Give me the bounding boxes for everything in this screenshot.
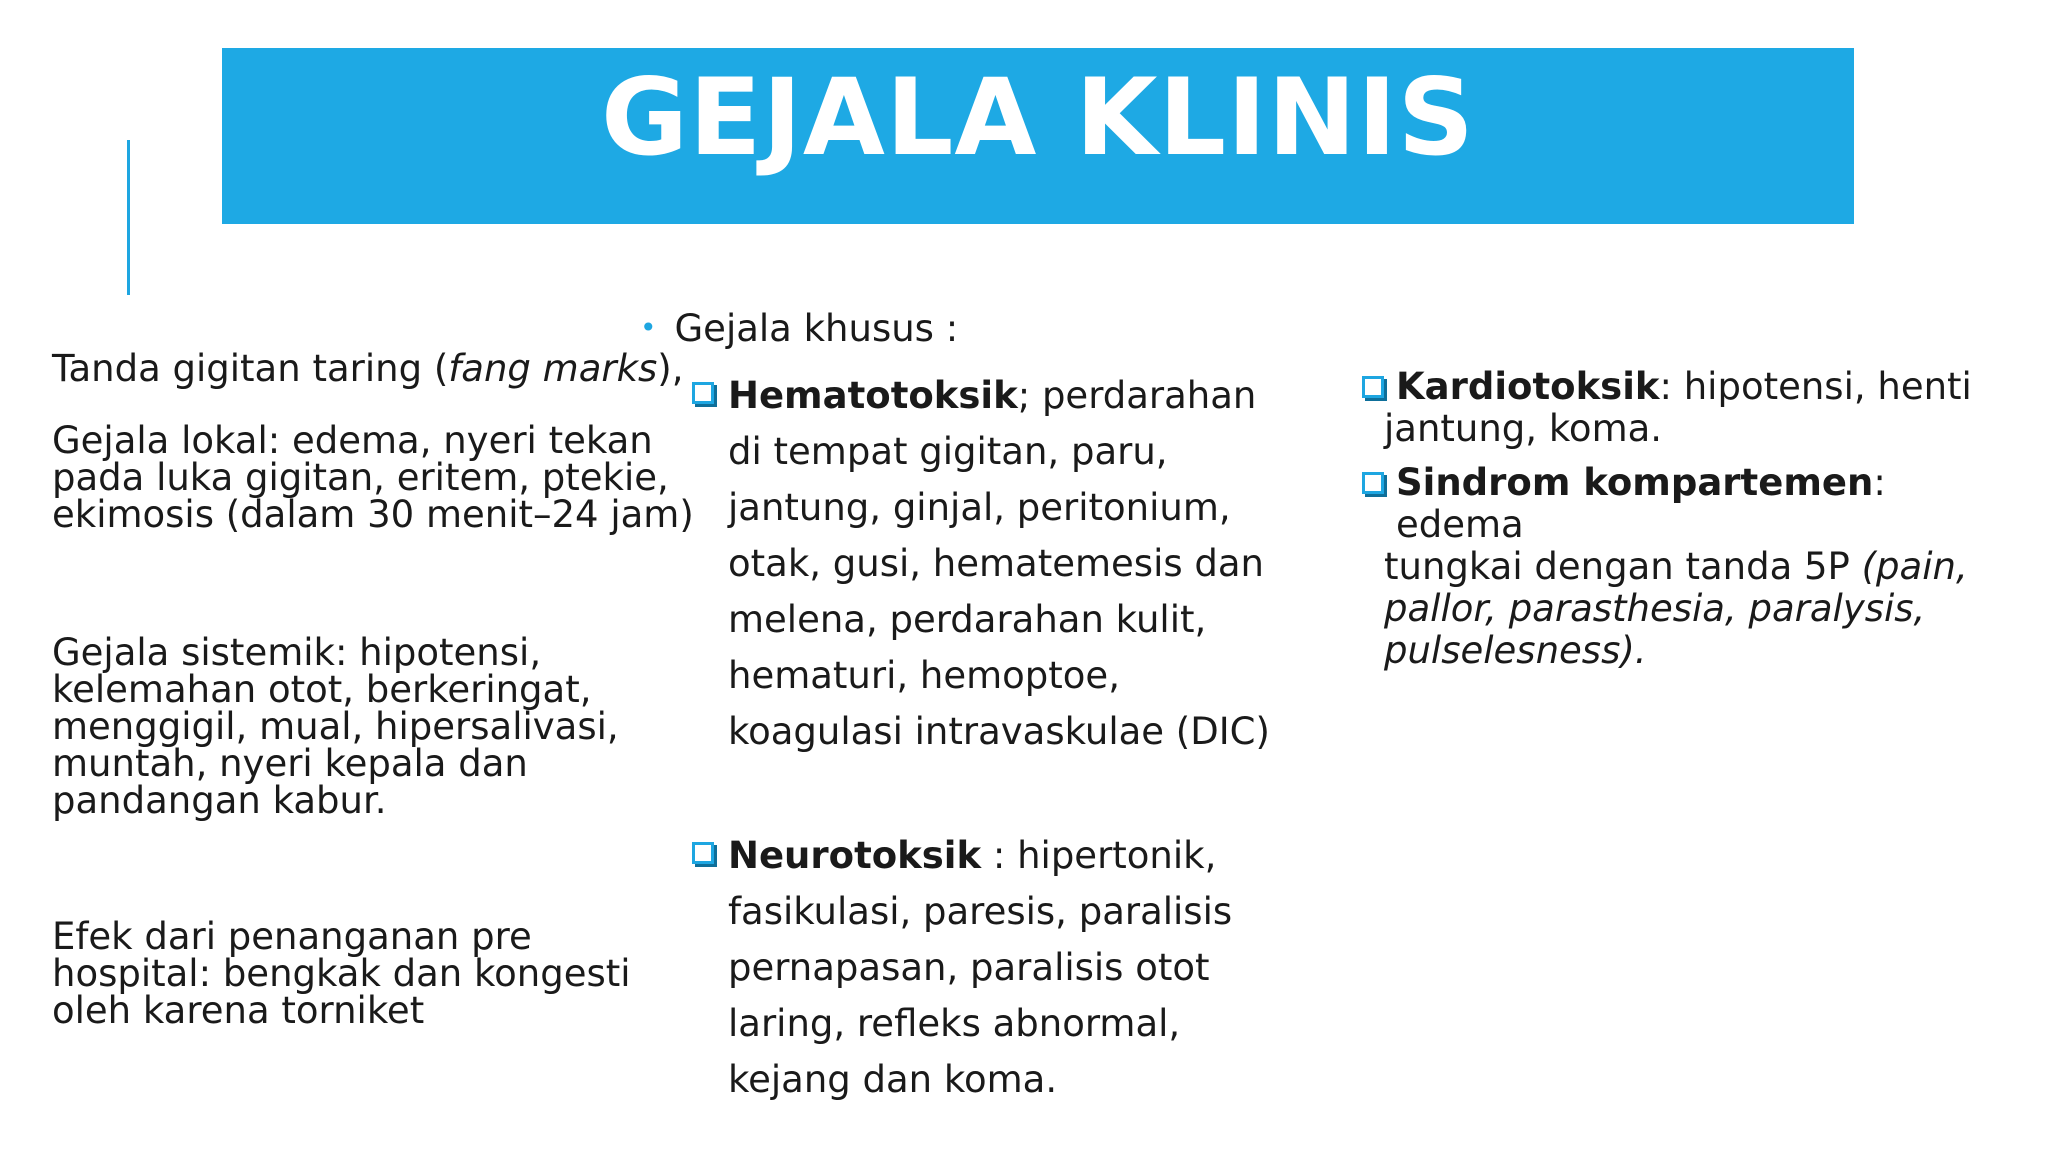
five-p-italic: (pain, pallor, parasthesia, paralysis, pulselesness). [1384, 545, 1968, 672]
systemic-symptoms-paragraph: Gejala sistemik: hipotensi, kelemahan otot, berkeringat, menggigil, mual, hipersalivasi, muntah, nyeri kepala dan pandangan kabur. [52, 631, 619, 822]
fang-marks-italic: fang marks [448, 347, 658, 390]
hematotoxic-item: Hematotoksik; perdarahan di tempat gigitan, paru, jantung, ginjal, peritonium, otak, gusi, hematemesis dan melena, perdarahan kulit, hematuri, hemoptoe, koagulasi intravaskulae (DIC) [728, 368, 1288, 760]
cardiotoxic-item: Kardiotoksik: hipotensi, henti jantung, koma. [1384, 366, 2004, 450]
accent-line [127, 140, 130, 295]
hematotoxic-description: perdarahan di tempat gigitan, paru, jantung, ginjal, peritonium, otak, gusi, hematemesis dan melena, perdarahan kulit, hematuri, hemoptoe, koagulasi intravaskulae (DIC) [728, 374, 1270, 753]
compartment-syndrome-item: Sindrom kompartemen: edema tungkai dengan tanda 5P (pain, pallor, parasthesia, paralysis, pulselesness). [1384, 462, 2004, 672]
fang-marks-paragraph: Tanda gigitan taring (fang marks), [52, 347, 684, 390]
neurotoxic-description: hipertonik, fasikulasi, paresis, paralisis pernapasan, paralisis otot laring, refleks abnormal, kejang dan koma. [728, 834, 1233, 1101]
title-banner [222, 48, 1854, 224]
checkbox-square-icon [692, 842, 714, 864]
cardiotoxic-term: Kardiotoksik [1396, 365, 1660, 408]
hematotoxic-term: Hematotoksik [728, 374, 1018, 417]
neurotoxic-term: Neurotoksik [728, 834, 982, 877]
specific-symptoms-heading: • Gejala khusus : [640, 307, 959, 350]
compartment-syndrome-term: Sindrom kompartemen [1396, 461, 1874, 504]
checkbox-square-icon [692, 382, 714, 404]
cardiotoxic-description: jantung, koma. [1384, 407, 1663, 450]
prehospital-effects-paragraph: Efek dari penanganan pre hospital: bengkak dan kongesti oleh karena torniket [52, 915, 631, 1032]
local-symptoms-paragraph: Gejala lokal: edema, nyeri tekan pada luka gigitan, eritem, ptekie, ekimosis (dalam 30 menit–24 jam) [52, 419, 694, 536]
bullet-dot-icon: • [640, 311, 657, 344]
neurotoxic-item: Neurotoksik : hipertonik, fasikulasi, paresis, paralisis pernapasan, paralisis otot laring, refleks abnormal, kejang dan koma. [728, 828, 1288, 1108]
slide-title: GEJALA KLINIS [601, 56, 1475, 179]
checkbox-square-icon [1362, 376, 1384, 398]
compartment-syndrome-description: tungkai dengan tanda 5P (pain, pallor, parasthesia, paralysis, pulselesness). [1384, 545, 1968, 672]
checkbox-square-icon [1362, 472, 1384, 494]
